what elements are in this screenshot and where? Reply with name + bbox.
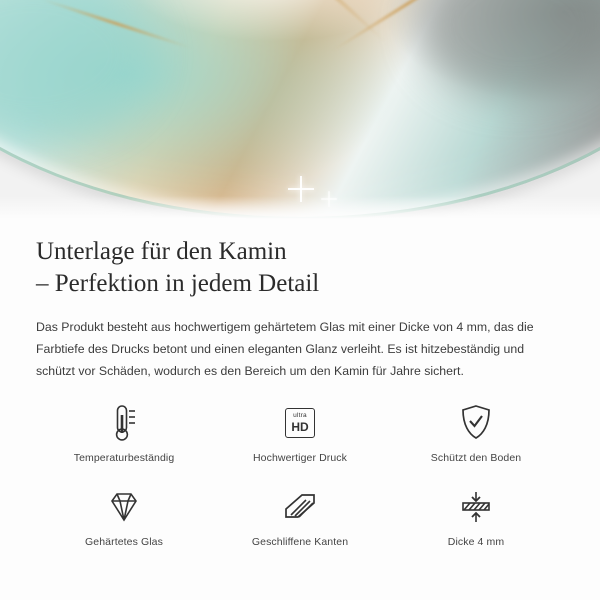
ultra-hd-badge-bottom: HD: [291, 419, 309, 434]
ultra-hd-badge-top: ultra: [293, 412, 307, 420]
marble-blob-grey-2: [417, 0, 600, 100]
feature-tempered-glass: [36, 484, 212, 564]
headline-line-2: – Perfektion in jedem Detail: [36, 270, 320, 297]
page-title: [36, 236, 556, 300]
polished-edges-icon: [282, 484, 318, 530]
feature-label: Dicke 4 mm: [447, 536, 505, 548]
text-section: [0, 222, 600, 382]
thickness-arrows-icon: [458, 484, 494, 530]
feature-high-quality-print: [212, 400, 388, 480]
product-description: Das Produkt besteht aus hochwertigem gehärtetem Glas mit einer Dicke von 4 mm, das die Farbtiefe des Drucks betont und einen eleganten Glanz verleiht. Es ist hitzebeständig und schützt vor Schäden, wodurch es den Bereich um den Kamin für Jahre sichert.: [36, 320, 534, 378]
feature-temperature-resistant: [36, 400, 212, 480]
feature-grid: [36, 400, 564, 564]
ultra-hd-icon: [285, 400, 315, 446]
hero-product-image: [0, 0, 600, 222]
headline-line-1: Unterlage für den Kamin: [36, 238, 287, 265]
feature-floor-protection: [388, 400, 564, 480]
shield-check-icon: [459, 400, 493, 446]
feature-label: Temperaturbeständig: [73, 452, 175, 464]
hero-bottom-fade: [0, 196, 600, 222]
feature-label: Hochwertiger Druck: [253, 452, 347, 464]
feature-polished-edges: [212, 484, 388, 564]
feature-label: Geschliffene Kanten: [251, 536, 349, 548]
diamond-icon: [105, 484, 143, 530]
feature-label: Schützt den Boden: [430, 452, 522, 464]
feature-thickness: [388, 484, 564, 564]
thermometer-icon: [107, 400, 141, 446]
glass-plate-image: [0, 0, 600, 220]
feature-label: Gehärtetes Glas: [85, 536, 163, 548]
marble-blob-teal: [0, 0, 153, 140]
